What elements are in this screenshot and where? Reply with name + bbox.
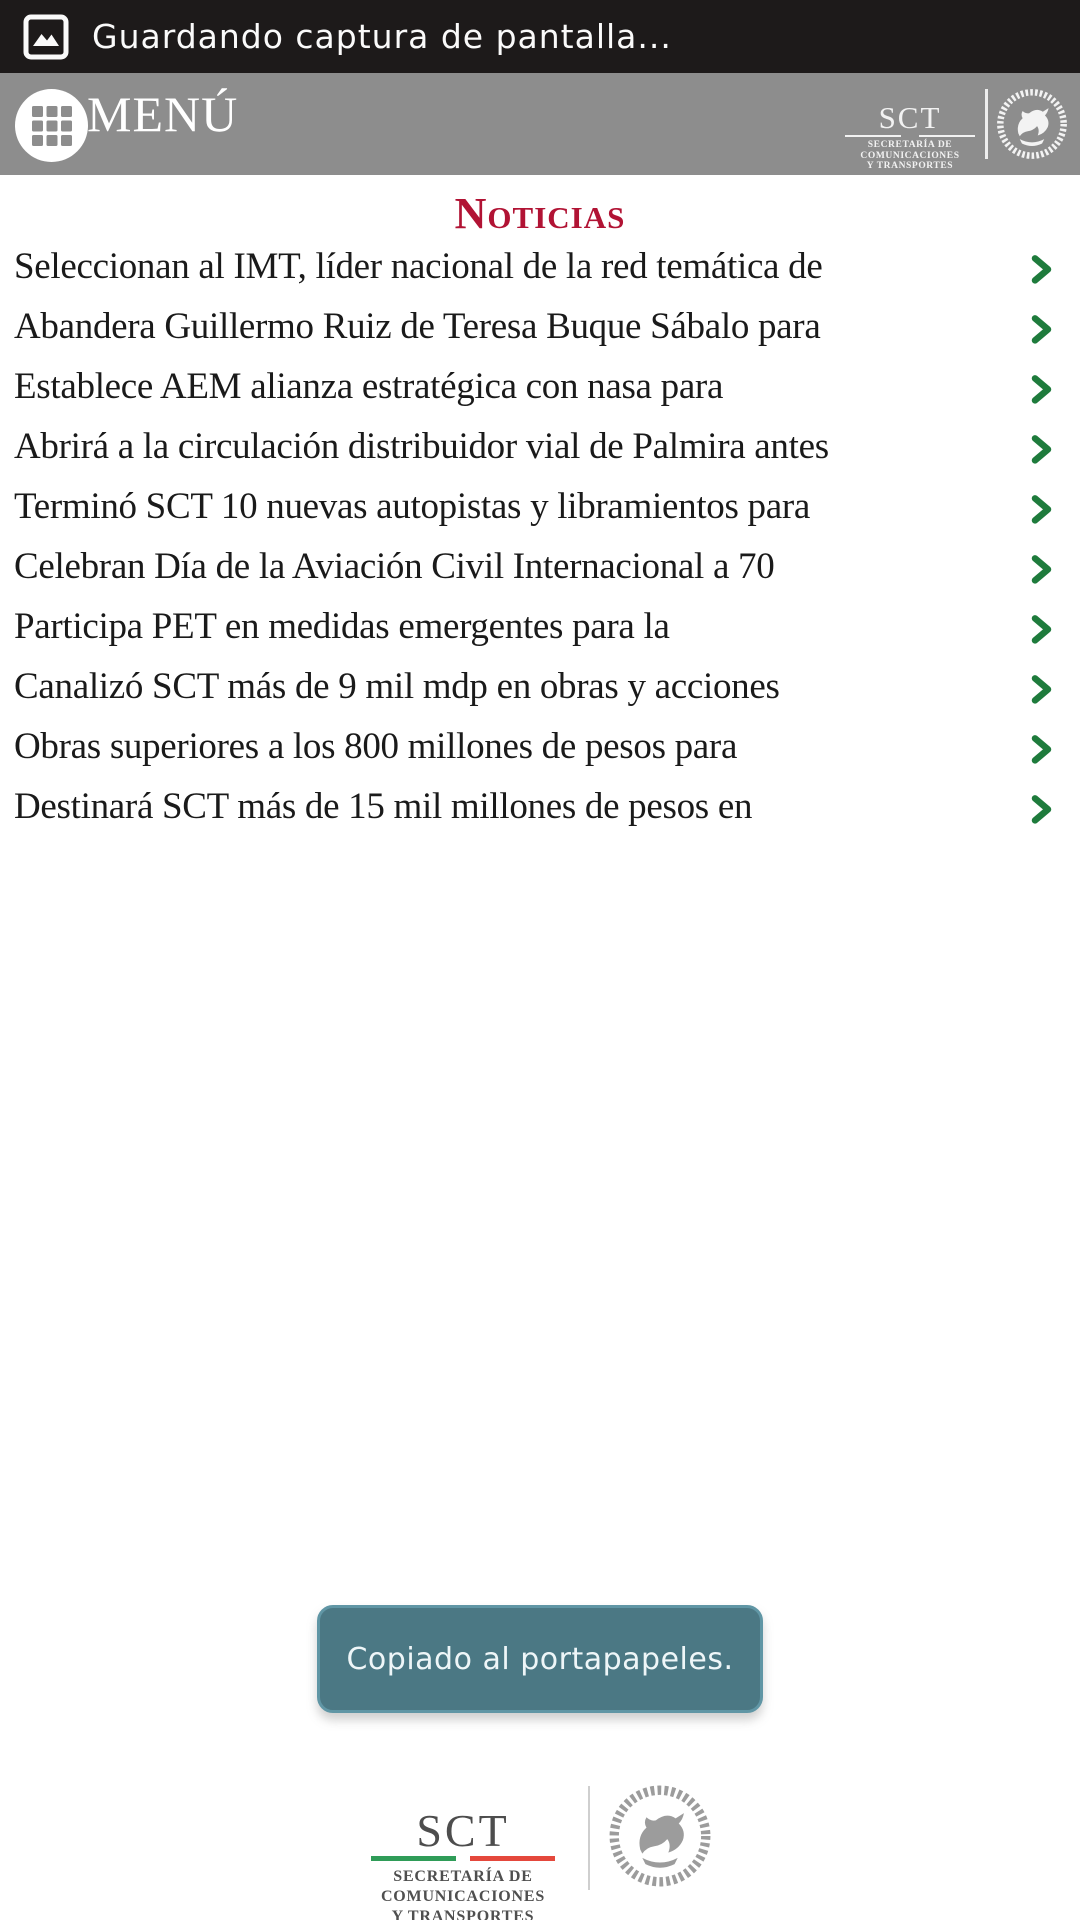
chevron-right-icon [1030, 794, 1054, 824]
news-item-title: Terminó SCT 10 nuevas autopistas y libramientos para [14, 486, 811, 527]
news-list-item[interactable] [0, 657, 1080, 717]
flag-rule [371, 1856, 555, 1861]
mexico-coat-of-arms-icon [608, 1784, 712, 1888]
footer-logo-divider [588, 1786, 590, 1890]
logo-caption-line: SECRETARÍA DE [393, 1868, 533, 1885]
status-notification-text: Guardando captura de pantalla... [92, 17, 672, 56]
sct-header-logo [843, 100, 977, 172]
chevron-right-icon [1030, 434, 1054, 464]
news-item-title: Seleccionan al IMT, líder nacional de la red temática de [14, 246, 823, 287]
news-list-item[interactable] [0, 357, 1080, 417]
toast-message: Copiado al portapapeles. [317, 1605, 763, 1713]
news-item-title: Participa PET en medidas emergentes para la [14, 606, 670, 647]
logo-caption-line: COMUNICACIONES [860, 150, 960, 161]
chevron-right-icon [1030, 734, 1054, 764]
news-item-title: Canalizó SCT más de 9 mil mdp en obras y acciones [14, 666, 780, 707]
news-list-item[interactable] [0, 417, 1080, 477]
logo-caption-line: Y TRANSPORTES [391, 1908, 535, 1920]
news-item-title: Abandera Guillermo Ruiz de Teresa Buque Sábalo para [14, 306, 821, 347]
news-item-title: Abrirá a la circulación distribuidor vial de Palmira antes [14, 426, 829, 467]
news-item-title: Establece AEM alianza estratégica con nasa para [14, 366, 724, 407]
news-list-item[interactable] [0, 237, 1080, 297]
flag-green-segment [371, 1856, 456, 1861]
news-list-item[interactable] [0, 537, 1080, 597]
page-title: Noticias [454, 189, 626, 238]
chevron-right-icon [1030, 614, 1054, 644]
chevron-right-icon [1030, 494, 1054, 524]
news-list-item[interactable] [0, 477, 1080, 537]
news-list-item[interactable] [0, 297, 1080, 357]
screenshot-image-icon [22, 13, 70, 61]
menu-button[interactable] [0, 73, 280, 175]
status-bar [0, 0, 1080, 73]
mexico-coat-of-arms-icon [996, 88, 1068, 160]
news-list [0, 237, 1080, 837]
logo-caption-line: COMUNICACIONES [380, 1888, 546, 1905]
sct-footer-logo [345, 1805, 581, 1920]
app-header [0, 73, 1080, 175]
menu-label: MENÚ [87, 86, 239, 142]
chevron-right-icon [1030, 554, 1054, 584]
logo-caption-line: Y TRANSPORTES [866, 161, 954, 171]
chevron-right-icon [1030, 314, 1054, 344]
grid-menu-icon [15, 89, 88, 162]
flag-red-segment [470, 1856, 555, 1861]
news-item-title: Celebran Día de la Aviación Civil Internacional a 70 [14, 546, 775, 587]
chevron-right-icon [1030, 374, 1054, 404]
chevron-right-icon [1030, 254, 1054, 284]
chevron-right-icon [1030, 674, 1054, 704]
news-item-title: Destinará SCT más de 15 mil millones de pesos en [14, 786, 753, 827]
sct-acronym: SCT [416, 1805, 510, 1856]
logo-caption-line: SECRETARÍA DE [867, 140, 953, 150]
news-item-title: Obras superiores a los 800 millones de pesos para [14, 726, 738, 767]
news-list-item[interactable] [0, 717, 1080, 777]
logo-rule [845, 135, 975, 137]
header-logo-divider [985, 89, 988, 159]
news-list-item[interactable] [0, 777, 1080, 837]
news-list-item[interactable] [0, 597, 1080, 657]
sct-acronym: SCT [878, 100, 942, 135]
